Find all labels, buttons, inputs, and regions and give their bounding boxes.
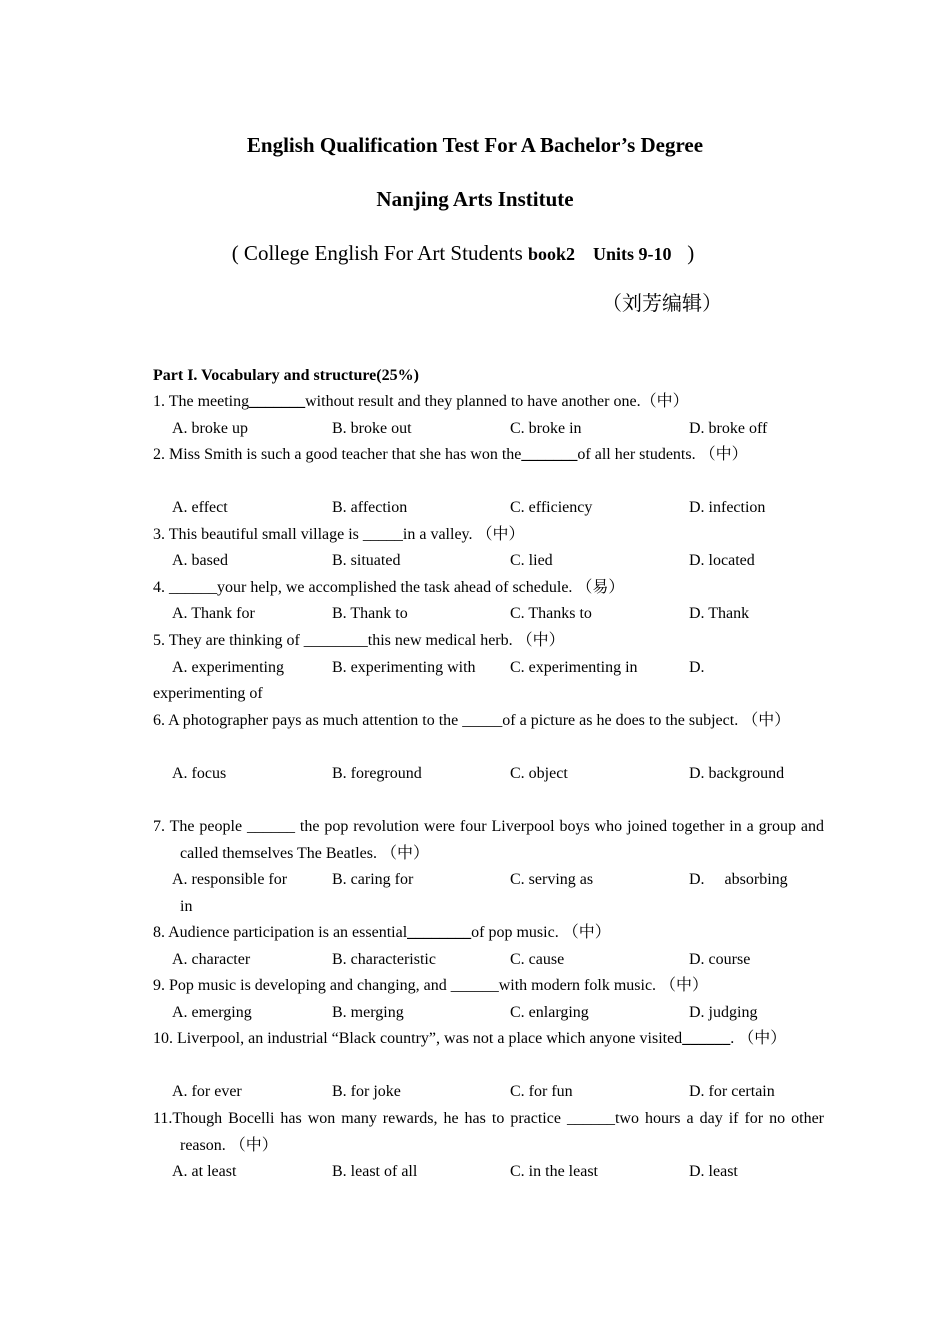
option-c: C. enlarging	[510, 1004, 589, 1021]
question-text: 2. Miss Smith is such a good teacher that she has won the	[153, 446, 522, 463]
option-c: C. object	[510, 765, 568, 782]
answer-blank: ______	[450, 977, 499, 994]
option-a: A. focus	[172, 765, 227, 782]
question-text: 10. Liverpool, an industrial “Black country”, was not a place which anyone visited	[153, 1030, 683, 1047]
subtitle-book: book2 Units 9-10	[528, 244, 672, 264]
option-d: D. background	[689, 765, 785, 782]
answer-blank: ______	[566, 1110, 615, 1127]
answer-blank: _____	[462, 712, 503, 729]
subtitle-open: ( College English For Art Students	[231, 241, 529, 265]
question-3	[153, 522, 797, 549]
option-d: D. infection	[689, 499, 766, 516]
option-d: D.	[689, 659, 705, 676]
answer-blank: ________	[407, 924, 472, 941]
option-b: B. least of all	[332, 1163, 418, 1180]
question-text: 1. The meeting	[153, 393, 250, 410]
option-d: D. for certain	[689, 1083, 775, 1100]
option-a: A. character	[172, 951, 251, 968]
question-text-end: in a valley. （中）	[402, 526, 525, 543]
question-text: 5. They are thinking of	[153, 632, 304, 649]
question-text: 4.	[153, 579, 169, 596]
document-title: English Qualification Test For A Bachelor’s Degree	[246, 133, 704, 157]
option-a: A. effect	[172, 499, 228, 516]
question-text-end: of a picture as he does to the subject. （中）	[502, 712, 791, 729]
question-text-end: of pop music. （中）	[471, 924, 611, 941]
answer-blank: _______	[249, 393, 306, 410]
option-d: D. judging	[689, 1004, 758, 1021]
question-text-end: your help, we accomplished the task ahead of schedule. （易）	[217, 579, 625, 596]
answer-blank: _______	[521, 446, 578, 463]
option-b: B. characteristic	[332, 951, 436, 968]
question-text-end: two hours a day if for no other reason. （中）	[180, 1110, 825, 1154]
option-a: A. for ever	[172, 1083, 242, 1100]
question-text-end: the pop revolution were four Liverpool boys who joined together in a group and called themselves The Beatles. （中）	[180, 818, 825, 862]
option-c: C. broke in	[510, 420, 582, 437]
answer-blank: ________	[303, 632, 368, 649]
option-c: C. cause	[510, 951, 565, 968]
option-b: B. affection	[332, 499, 408, 516]
answer-blank: _____	[362, 526, 403, 543]
question-text: 9. Pop music is developing and changing, and	[153, 977, 451, 994]
option-b: B. experimenting with	[332, 659, 476, 676]
option-a: A. experimenting	[172, 659, 284, 676]
option-d: D. least	[689, 1163, 738, 1180]
option-c: C. lied	[510, 552, 553, 569]
option-d: D. broke off	[689, 420, 768, 437]
option-a: A. Thank for	[172, 605, 255, 622]
question-text: 11.Though Bocelli has won many rewards, he has to practice	[153, 1110, 567, 1127]
option-d: D. course	[689, 951, 751, 968]
answer-blank: ______	[682, 1030, 731, 1047]
question-text: 8. Audience participation is an essential	[153, 924, 408, 941]
option-c: C. in the least	[510, 1163, 598, 1180]
question-5	[153, 628, 797, 655]
question-4	[153, 575, 797, 602]
question-text-end: without result and they planned to have another one.（中）	[305, 393, 689, 410]
option-b: B. foreground	[332, 765, 422, 782]
question-2	[153, 442, 797, 469]
question-text: 7. The people	[153, 818, 247, 835]
option-c: C. efficiency	[510, 499, 593, 516]
question-7	[153, 814, 824, 867]
option-continuation: experimenting of	[153, 685, 263, 702]
option-b: B. for joke	[332, 1083, 401, 1100]
question-1	[153, 389, 797, 416]
option-a: A. emerging	[172, 1004, 252, 1021]
question-6	[153, 708, 797, 735]
option-b: B. merging	[332, 1004, 404, 1021]
option-c: C. Thanks to	[510, 605, 592, 622]
answer-blank: ______	[169, 579, 217, 596]
option-d: D. Thank	[689, 605, 750, 622]
option-a: A. at least	[172, 1163, 237, 1180]
option-a: A. based	[172, 552, 228, 569]
question-11	[153, 1106, 824, 1159]
question-8	[153, 920, 797, 947]
editor-note: （刘芳编辑）	[602, 293, 722, 315]
subtitle-close: )	[671, 241, 695, 265]
option-b: B. broke out	[332, 420, 412, 437]
subtitle	[0, 240, 938, 268]
question-text-end: with modern folk music. （中）	[498, 977, 709, 994]
option-d: D. absorbing	[689, 871, 788, 888]
option-c: C. serving as	[510, 871, 594, 888]
option-d: D. located	[689, 552, 755, 569]
option-a: A. responsible for	[172, 871, 288, 888]
institute-name: Nanjing Arts Institute	[376, 187, 574, 211]
option-continuation: in	[180, 898, 193, 915]
question-9	[153, 973, 797, 1000]
option-b: B. situated	[332, 552, 401, 569]
answer-blank: ______	[246, 818, 295, 835]
question-10	[153, 1026, 824, 1053]
option-c: C. for fun	[510, 1083, 573, 1100]
option-b: B. Thank to	[332, 605, 408, 622]
question-text: 3. This beautiful small village is	[153, 526, 363, 543]
question-text: 6. A photographer pays as much attention to the	[153, 712, 463, 729]
option-c: C. experimenting in	[510, 659, 638, 676]
question-text-end: of all her students. （中）	[577, 446, 748, 463]
question-text-end: this new medical herb. （中）	[367, 632, 565, 649]
option-b: B. caring for	[332, 871, 414, 888]
option-a: A. broke up	[172, 420, 248, 437]
question-text-end: . （中）	[730, 1030, 787, 1047]
part-heading: Part I. Vocabulary and structure(25%)	[153, 367, 419, 384]
